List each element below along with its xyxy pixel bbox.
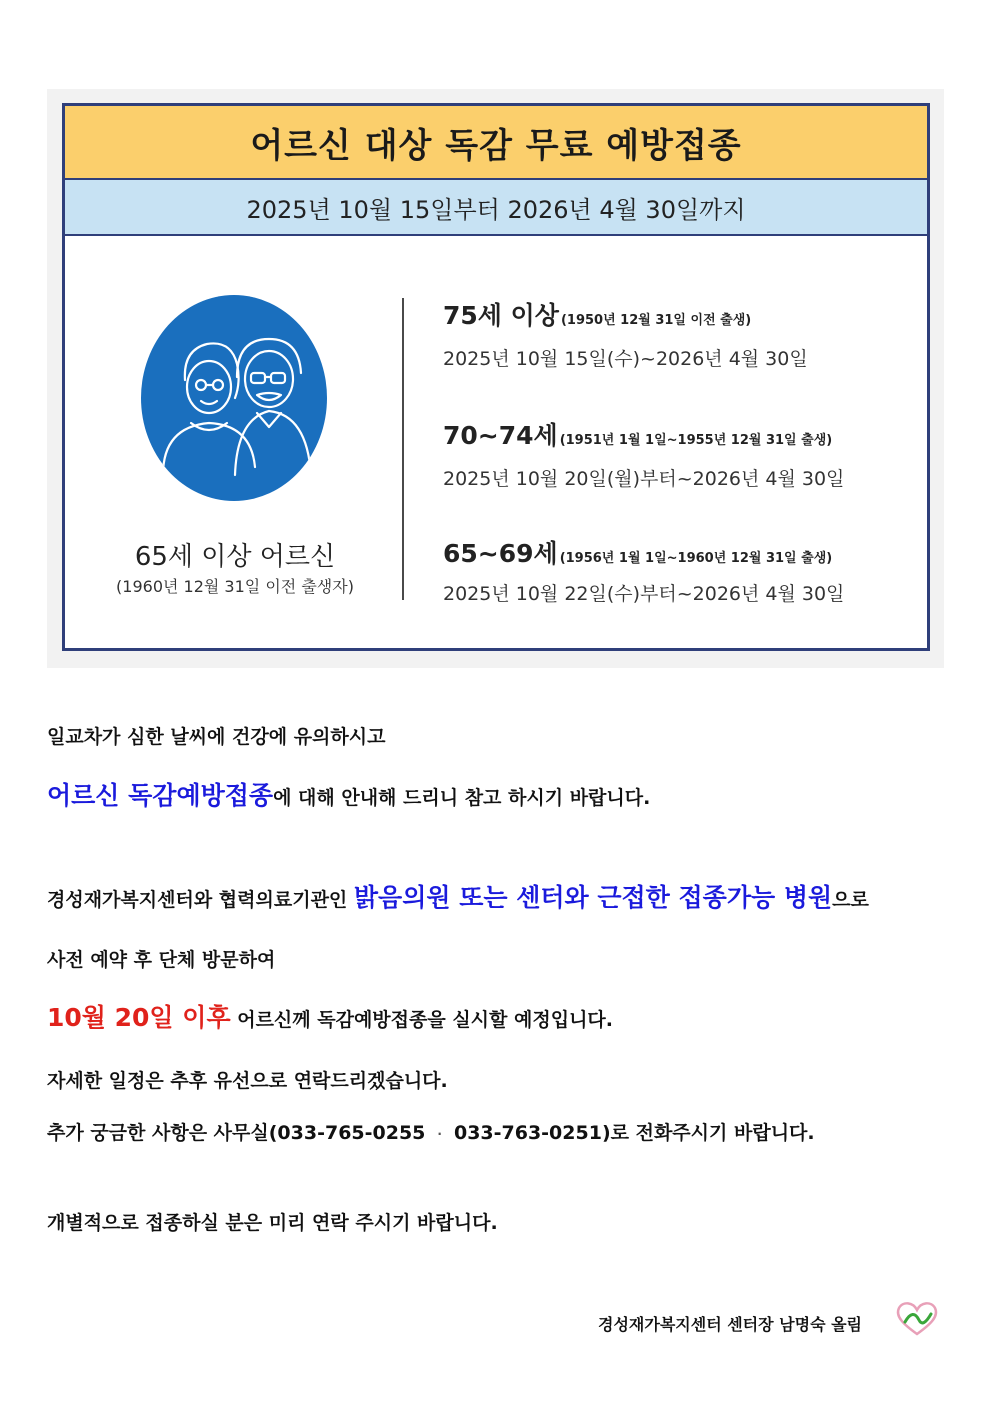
body-line-3	[47, 878, 869, 914]
flu-vaccination-poster	[62, 103, 930, 651]
poster-title: 어르신 대상 독감 무료 예방접종	[65, 106, 927, 180]
body-text-span: 으로	[832, 889, 869, 911]
group-age: 70~74세	[443, 421, 558, 450]
elderly-couple-icon	[141, 295, 327, 501]
group-65-69-heading	[443, 534, 832, 570]
body-line-7	[47, 1118, 815, 1145]
separator-dot: ·	[437, 1126, 442, 1141]
group-75-heading	[443, 296, 751, 332]
group-note: (1956년 1월 1일~1960년 12월 31일 출생)	[559, 551, 833, 566]
body-line-8: 개별적으로 접종하실 분은 미리 연락 주시기 바랍니다.	[47, 1212, 498, 1234]
group-age: 75세 이상	[443, 301, 559, 330]
body-line-6: 자세한 일정은 추후 유선으로 연락드리겠습니다.	[47, 1070, 448, 1092]
body-text-span: 에 대해 안내해 드리니 참고 하시기 바랍니다.	[273, 787, 651, 809]
group-75-range: 2025년 10월 15일(수)~2026년 4월 30일	[443, 348, 808, 370]
group-note: (1951년 1월 1일~1955년 12월 31일 출생)	[559, 433, 833, 448]
highlight-date: 10월 20일 이후	[47, 1003, 231, 1032]
divider-line	[402, 298, 404, 600]
body-line-4: 사전 예약 후 단체 방문하여	[47, 949, 276, 971]
body-line-1: 일교차가 심한 날씨에 건강에 유의하시고	[47, 726, 386, 748]
group-note: (1950년 12월 31일 이전 출생)	[560, 313, 752, 328]
target-caption: 65세 이상 어르신	[134, 542, 336, 572]
signature: 경성재가복지센터 센터장 남명숙 올림	[598, 1315, 863, 1334]
highlight-hospital: 밝음의원 또는 센터와 근접한 접종가능 병원	[353, 883, 833, 912]
body-line-5	[47, 998, 613, 1034]
target-caption-sub: (1960년 12월 31일 이전 출생자)	[116, 577, 354, 596]
group-70-74-range: 2025년 10월 20일(월)부터~2026년 4월 30일	[443, 468, 845, 490]
group-70-74-heading	[443, 416, 832, 452]
group-65-69-range: 2025년 10월 22일(수)부터~2026년 4월 30일	[443, 583, 845, 605]
highlight-vaccination: 어르신 독감예방접종	[47, 781, 274, 810]
poster-period: 2025년 10월 15일부터 2026년 4월 30일까지	[65, 180, 927, 236]
group-age: 65~69세	[443, 539, 558, 568]
center-logo-icon	[893, 1298, 941, 1338]
body-text-span: 추가 궁금한 사항은 사무실(033-765-0255	[47, 1122, 426, 1144]
body-text-span: 경성재가복지센터와 협력의료기관인	[47, 889, 354, 911]
body-line-2	[47, 776, 650, 812]
body-text-span: 어르신께 독감예방접종을 실시할 예정입니다.	[230, 1009, 613, 1031]
body-text-span: 033-763-0251)로 전화주시기 바랍니다.	[453, 1122, 815, 1144]
